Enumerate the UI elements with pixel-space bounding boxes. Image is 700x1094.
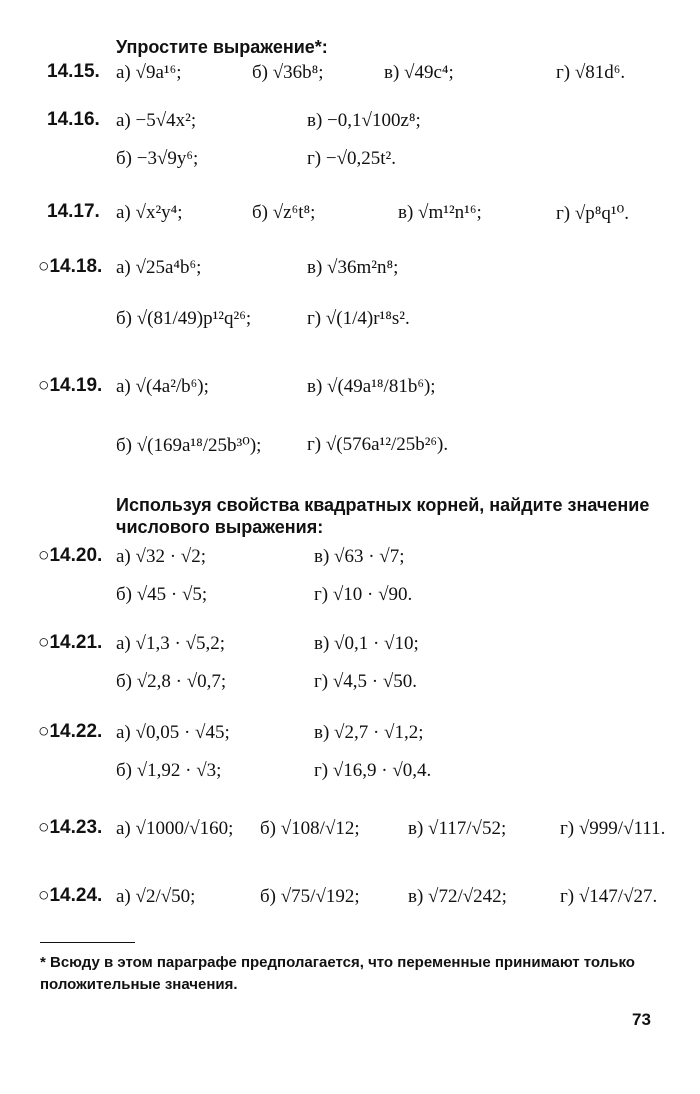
exercise-number: ○14.24. (38, 885, 103, 906)
exercise-number: 14.17. (47, 201, 100, 222)
exercise-item: в) √63 · √7; (314, 546, 405, 567)
exercise-item: в) √0,1 · √10; (314, 633, 419, 654)
exercise-item: г) √147/√27. (560, 886, 658, 907)
exercise-number: ○14.21. (38, 632, 103, 653)
exercise-item: в) √72/√242; (408, 886, 507, 907)
exercise-item: г) −√0,25t². (307, 148, 396, 169)
exercise-item: а) √(4a²/b⁶); (116, 376, 209, 397)
exercise-number: ○14.19. (38, 375, 103, 396)
exercise-item: г) √16,9 · √0,4. (314, 760, 432, 781)
exercise-item: в) −0,1√100z⁸; (307, 110, 421, 131)
exercise-item: г) √p⁸q¹⁰. (556, 202, 629, 224)
exercise-item: а) √1000/√160; (116, 818, 234, 839)
exercise-item: а) √1,3 · √5,2; (116, 633, 225, 654)
section2-heading: Используя свойства квадратных корней, найдите значение числового выражения: (116, 495, 650, 537)
exercise-item: б) √36b⁸; (252, 62, 324, 83)
exercise-number: ○14.23. (38, 817, 103, 838)
exercise-item: г) √10 · √90. (314, 584, 413, 605)
exercise-item: а) −5√4x²; (116, 110, 197, 131)
exercise-number: ○14.22. (38, 721, 103, 742)
exercise-item: в) √2,7 · √1,2; (314, 722, 424, 743)
exercise-number: ○14.18. (38, 256, 103, 277)
exercise-item: а) √25a⁴b⁶; (116, 257, 202, 278)
exercise-item: б) √2,8 · √0,7; (116, 671, 227, 692)
exercise-item: в) √36m²n⁸; (307, 257, 399, 278)
exercise-item: б) √(81/49)p¹²q²⁶; (116, 308, 252, 329)
exercise-item: г) √81d⁶. (556, 62, 626, 83)
page-number: 73 (632, 1010, 651, 1029)
exercise-item: б) √1,92 · √3; (116, 760, 222, 781)
exercise-item: в) √(49a¹⁸/81b⁶); (307, 376, 436, 397)
exercise-item: г) √4,5 · √50. (314, 671, 418, 692)
exercise-item: б) √75/√192; (260, 886, 360, 907)
exercise-item: г) √(1/4)r¹⁸s². (307, 308, 410, 329)
exercise-item: а) √x²y⁴; (116, 202, 183, 223)
exercise-item: б) √45 · √5; (116, 584, 208, 605)
footnote-divider (40, 942, 135, 943)
exercise-item: г) √999/√111. (560, 818, 666, 839)
exercise-item: б) √(169a¹⁸/25b³⁰); (116, 434, 262, 456)
exercise-number: ○14.20. (38, 545, 103, 566)
intro-heading: Упростите выражение*: (116, 37, 328, 57)
footnote: * Всюду в этом параграфе предполагается, что переменные принимают только положительные значения. (40, 954, 635, 993)
exercise-item: б) −3√9y⁶; (116, 148, 199, 169)
exercise-item: б) √108/√12; (260, 818, 360, 839)
exercise-number: 14.15. (47, 61, 100, 82)
exercise-item: а) √32 · √2; (116, 546, 206, 567)
exercise-item: а) √9a¹⁶; (116, 62, 182, 83)
exercise-item: б) √z⁶t⁸; (252, 202, 316, 223)
exercise-item: а) √0,05 · √45; (116, 722, 230, 743)
exercise-item: в) √117/√52; (408, 818, 507, 839)
exercise-number: 14.16. (47, 109, 100, 130)
exercise-item: в) √m¹²n¹⁶; (398, 202, 482, 223)
exercise-item: а) √2/√50; (116, 886, 196, 907)
exercise-item: г) √(576a¹²/25b²⁶). (307, 434, 449, 455)
exercise-item: в) √49c⁴; (384, 62, 454, 83)
